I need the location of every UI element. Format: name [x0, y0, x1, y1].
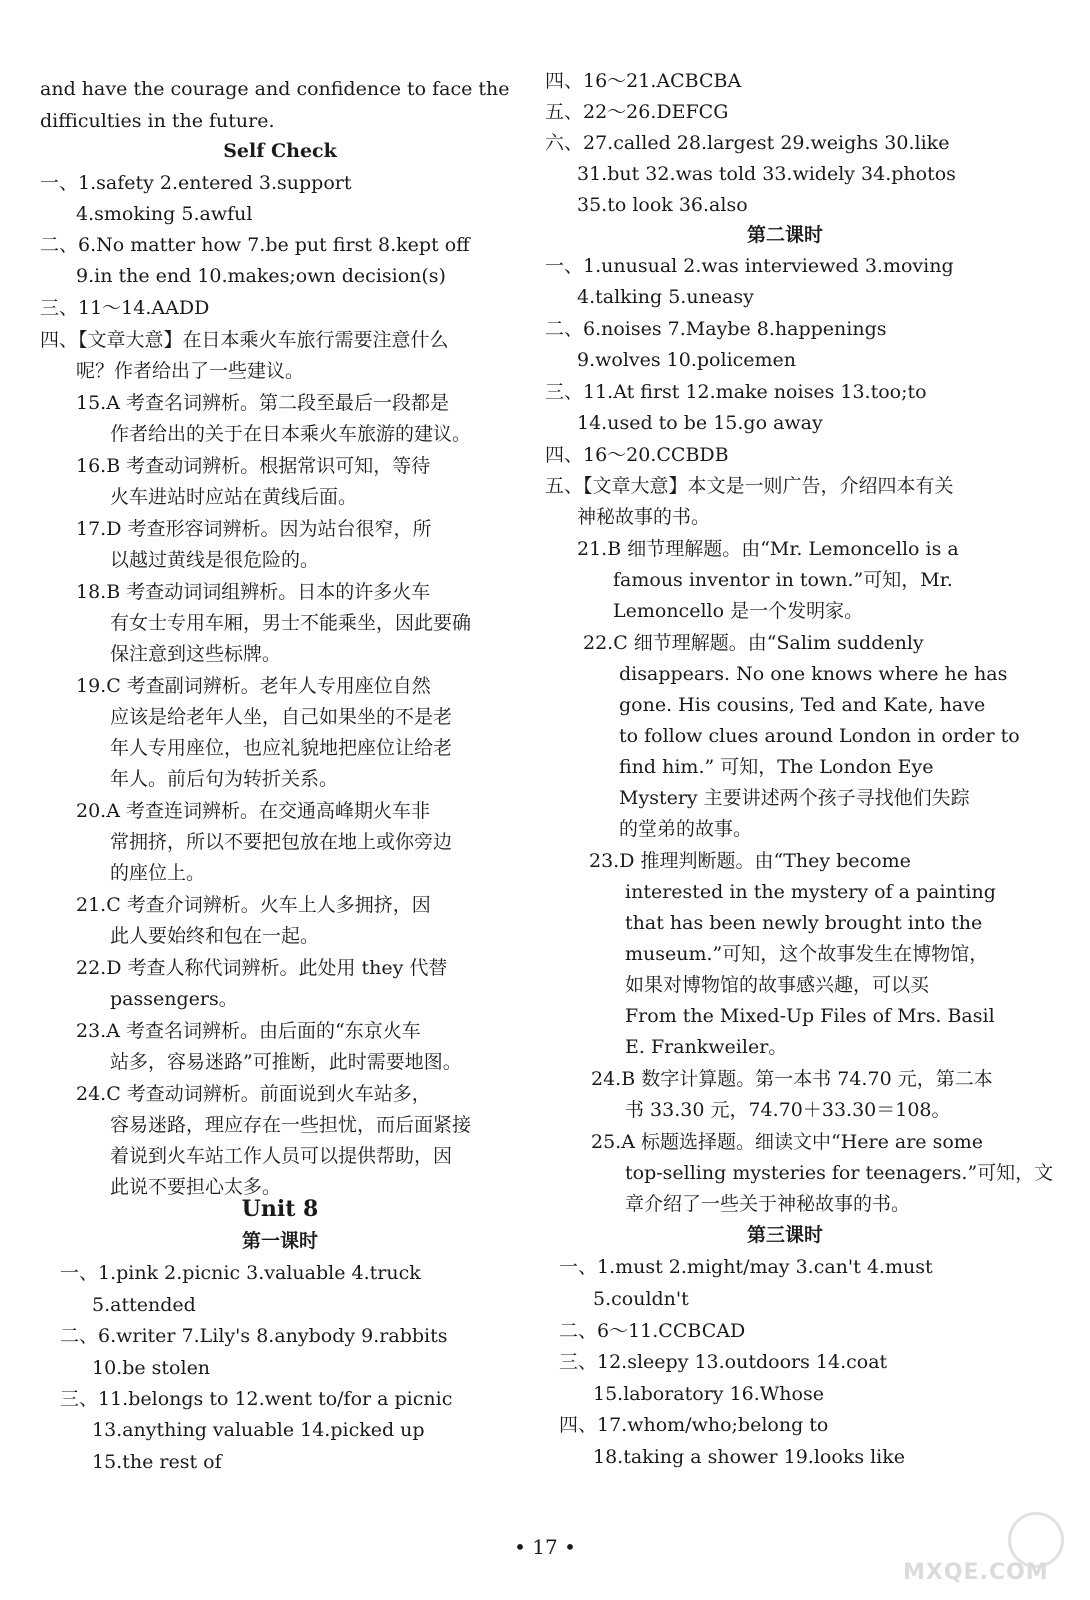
answer-line: Lemoncello 是一个发明家。	[613, 600, 864, 622]
watermark-logo	[878, 1512, 1078, 1592]
answer-line: 如果对博物馆的故事感兴趣，可以买	[625, 974, 930, 996]
answer-line: museum.”可知，这个故事发生在博物馆，	[625, 943, 989, 965]
answer-line: 三、12.sleepy 13.outdoors 14.coat	[559, 1351, 888, 1373]
answer-line: 此人要始终和包在一起。	[110, 925, 320, 947]
answer-line: 年人。前后句为转折关系。	[110, 768, 339, 790]
answer-line: 神秘故事的书。	[577, 506, 711, 528]
answer-line: 四、16～21.ACBCBA	[545, 70, 742, 92]
answer-line: 应该是给老年人坐，自己如果坐的不是老	[110, 706, 453, 728]
answer-line: 二、6.noises 7.Maybe 8.happenings	[545, 318, 887, 340]
answer-line: 年人专用座位，也应礼貌地把座位让给老	[110, 737, 453, 759]
answer-line: 15.A 考查名词辨析。第二段至最后一段都是	[76, 392, 449, 414]
answer-line: 二、6.writer 7.Lily's 8.anybody 9.rabbits	[60, 1325, 448, 1347]
answer-line: 一、1.safety 2.entered 3.support	[40, 172, 352, 194]
answer-line: 17.D 考查形容词辨析。因为站台很窄，所	[76, 518, 432, 540]
answer-line: 21.C 考查介词辨析。火车上人多拥挤，因	[76, 894, 431, 916]
answer-line: gone. His cousins, Ted and Kate, have	[619, 694, 986, 716]
answer-line: 三、11～14.AADD	[40, 297, 210, 319]
answer-line: 四、17.whom/who;belong to	[559, 1414, 829, 1436]
answer-line: 15.laboratory 16.Whose	[593, 1383, 824, 1405]
answer-line: 有女士专用车厢，男士不能乘坐，因此要确	[110, 612, 472, 634]
answer-line: 以越过黄线是很危险的。	[110, 549, 320, 571]
answer-line: 5.couldn't	[593, 1288, 689, 1310]
section-heading: 第三课时	[746, 1224, 823, 1246]
answer-line: 22.D 考查人称代词辨析。此处用 they 代替	[76, 957, 448, 979]
answer-line: to follow clues around London in order to	[619, 725, 1020, 747]
answer-line: 9.wolves 10.policemen	[577, 349, 797, 371]
answer-line: Mystery 主要讲述两个孩子寻找他们失踪	[619, 787, 970, 809]
answer-line: 的堂弟的故事。	[619, 818, 753, 840]
answer-line: 9.in the end 10.makes;own decision(s)	[76, 265, 446, 287]
answer-line: E. Frankweiler。	[625, 1036, 788, 1058]
answer-line: 二、6.No matter how 7.be put first 8.kept off	[40, 234, 470, 256]
answer-line: 四、16～20.CCBDB	[545, 444, 729, 466]
answer-line: 35.to look 36.also	[577, 194, 748, 216]
answer-line: 五、22～26.DEFCG	[545, 101, 729, 123]
answer-line: top-selling mysteries for teenagers.”可知，文	[625, 1162, 1054, 1184]
answer-line: 容易迷路，理应存在一些担忧，而后面紧接	[110, 1114, 472, 1136]
answer-line: 呢？作者给出了一些建议。	[76, 360, 305, 382]
answer-line: 19.C 考查副词辨析。老年人专用座位自然	[76, 675, 431, 697]
answer-line: From the Mixed-Up Files of Mrs. Basil	[625, 1005, 995, 1027]
answer-line: 六、27.called 28.largest 29.weighs 30.like	[545, 132, 950, 154]
answer-line: 24.B 数字计算题。第一本书 74.70 元，第二本	[591, 1068, 993, 1090]
answer-line: 4.talking 5.uneasy	[577, 286, 754, 308]
answer-line: famous inventor in town.”可知，Mr.	[613, 569, 953, 591]
answer-line: 三、11.At first 12.make noises 13.too;to	[545, 381, 927, 403]
answer-line: interested in the mystery of a painting	[625, 881, 996, 903]
section-heading: 第二课时	[746, 224, 823, 246]
answer-line: 14.used to be 15.go away	[577, 412, 823, 434]
answer-line: 25.A 标题选择题。细读文中“Here are some	[591, 1131, 984, 1153]
answer-line: 22.C 细节理解题。由“Salim suddenly	[583, 632, 924, 654]
answer-line: 三、11.belongs to 12.went to/for a picnic	[60, 1388, 453, 1410]
watermark-text: MXQE.COM	[903, 1560, 1049, 1585]
answer-line: passengers。	[110, 988, 238, 1010]
answer-line: that has been newly brought into the	[625, 912, 983, 934]
answer-line: 18.B 考查动词词组辨析。日本的许多火车	[76, 581, 431, 603]
answer-line: 16.B 考查动词辨析。根据常识可知，等待	[76, 455, 431, 477]
answer-line: 23.D 推理判断题。由“They become	[589, 850, 911, 872]
answer-line: 31.but 32.was told 33.widely 34.photos	[577, 163, 956, 185]
answer-line: 四、【文章大意】在日本乘火车旅行需要注意什么	[40, 329, 449, 351]
section-heading: Self Check	[223, 140, 337, 162]
answer-line: 15.the rest of	[92, 1451, 222, 1473]
answer-line: 二、6～11.CCBCAD	[559, 1320, 746, 1342]
answer-line: 火车进站时应站在黄线后面。	[110, 486, 358, 508]
answer-line: 5.attended	[92, 1294, 196, 1316]
answer-line: 作者给出的关于在日本乘火车旅游的建议。	[110, 423, 472, 445]
answer-line: 的座位上。	[110, 862, 206, 884]
page-number: • 17 •	[514, 1535, 576, 1559]
answer-line: 23.A 考查名词辨析。由后面的“东京火车	[76, 1020, 421, 1042]
answer-line: 24.C 考查动词辨析。前面说到火车站多，	[76, 1083, 431, 1105]
section-heading: 第一课时	[241, 1230, 318, 1252]
answer-line: 站多，容易迷路”可推断，此时需要地图。	[110, 1051, 462, 1073]
answer-line: 10.be stolen	[92, 1357, 211, 1379]
answer-line: 章介绍了一些关于神秘故事的书。	[625, 1193, 911, 1215]
answer-line: 此说不要担心太多。	[110, 1176, 282, 1198]
answer-line: 五、【文章大意】本文是一则广告，介绍四本有关	[545, 475, 954, 497]
answer-line: difficulties in the future.	[40, 110, 275, 132]
answer-line: 13.anything valuable 14.picked up	[92, 1419, 425, 1441]
answer-line: 4.smoking 5.awful	[76, 203, 253, 225]
answer-line: 20.A 考查连词辨析。在交通高峰期火车非	[76, 800, 430, 822]
answer-line: 保注意到这些标牌。	[110, 643, 282, 665]
answer-line: find him.” 可知，The London Eye	[619, 756, 934, 778]
answer-line: disappears. No one knows where he has	[619, 663, 1008, 685]
answer-line: 一、1.pink 2.picnic 3.valuable 4.truck	[60, 1262, 421, 1284]
answer-line: and have the courage and confidence to face the	[40, 78, 510, 100]
answer-line: 常拥挤，所以不要把包放在地上或你旁边	[110, 831, 453, 853]
answer-line: 一、1.must 2.might/may 3.can't 4.must	[559, 1256, 933, 1278]
answer-line: 着说到火车站工作人员可以提供帮助，因	[110, 1145, 453, 1167]
answer-line: 21.B 细节理解题。由“Mr. Lemoncello is a	[577, 538, 959, 560]
answer-line: 一、1.unusual 2.was interviewed 3.moving	[545, 255, 954, 277]
answer-line: 18.taking a shower 19.looks like	[593, 1446, 906, 1468]
answer-line: 书 33.30 元，74.70＋33.30＝108。	[625, 1099, 951, 1121]
section-heading: Unit 8	[241, 1196, 319, 1222]
